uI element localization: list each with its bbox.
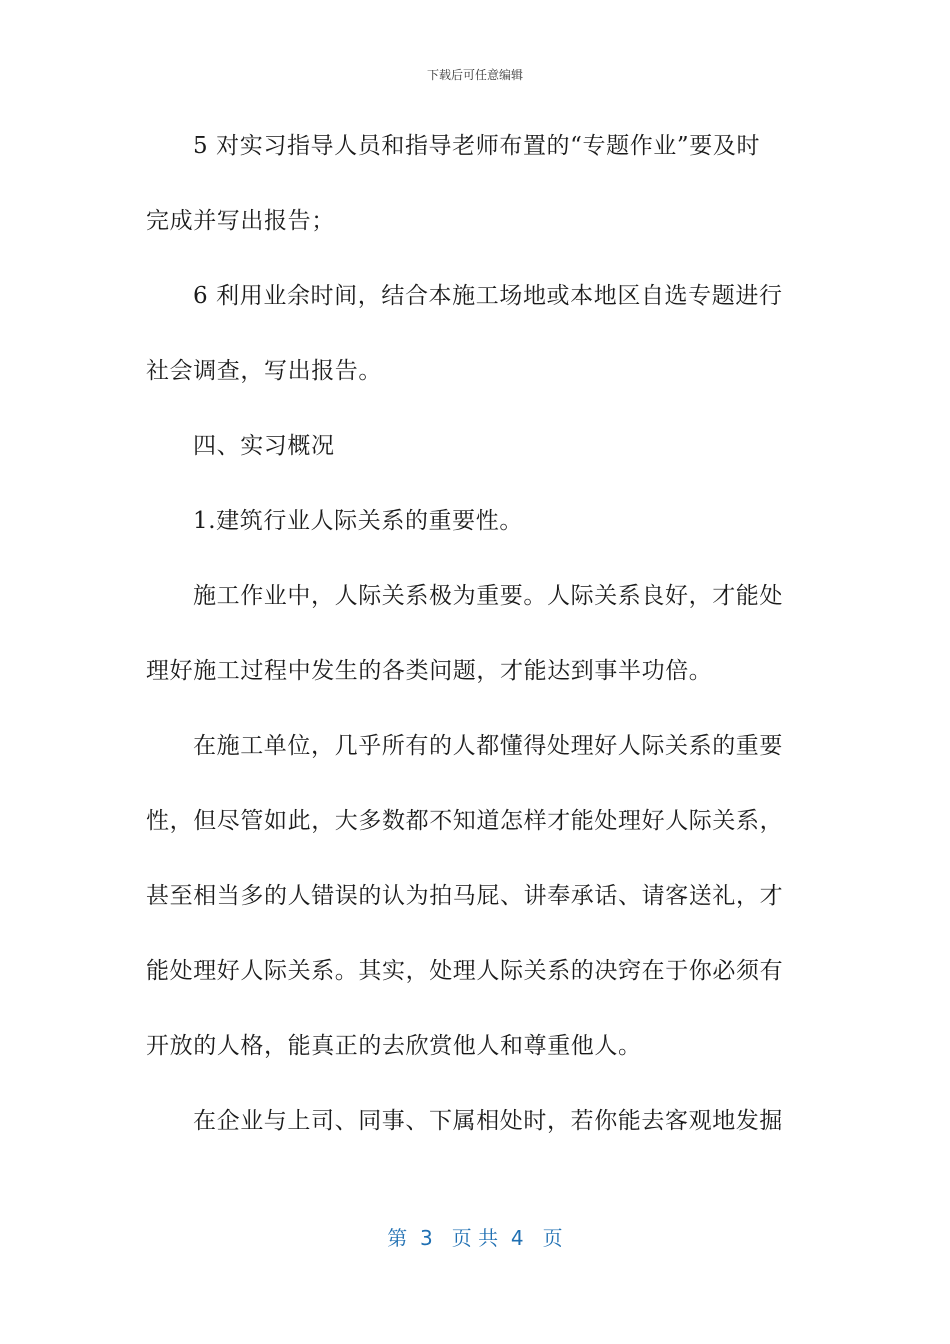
paragraph-line: 完成并写出报告； [146, 208, 335, 234]
paragraph-line: 能处理好人际关系。其实，处理人际关系的决窍在于你必须有 [146, 958, 784, 984]
paragraph-line: 开放的人格，能真正的去欣赏他人和尊重他人。 [146, 1033, 642, 1059]
paragraph-line: 施工作业中，人际关系极为重要。人际关系良好，才能处 [193, 583, 783, 609]
paragraph-line: 社会调查，写出报告。 [146, 358, 382, 384]
subsection-heading: 1.建筑行业人际关系的重要性。 [193, 508, 523, 534]
paragraph-line: 性，但尽管如此，大多数都不知道怎样才能处理好人际关系， [146, 808, 784, 834]
paragraph-line: 5 对实习指导人员和指导老师布置的“专题作业”要及时 [193, 133, 761, 159]
paragraph-line: 在施工单位，几乎所有的人都懂得处理好人际关系的重要 [193, 733, 783, 759]
page-header: 下载后可任意编辑 [426, 68, 523, 82]
paragraph-line: 在企业与上司、同事、下属相处时，若你能去客观地发掘 [193, 1108, 783, 1134]
page-number-footer: 第 3 页 共 4 页 [387, 1226, 563, 1250]
document-body [146, 122, 796, 1172]
paragraph-line: 理好施工过程中发生的各类问题，才能达到事半功倍。 [146, 658, 713, 684]
paragraph-line: 6 利用业余时间，结合本施工场地或本地区自选专题进行 [193, 283, 783, 309]
paragraph-line: 甚至相当多的人错误的认为拍马屁、讲奉承话、请客送礼，才 [146, 883, 784, 909]
section-heading: 四、实习概况 [193, 433, 335, 459]
